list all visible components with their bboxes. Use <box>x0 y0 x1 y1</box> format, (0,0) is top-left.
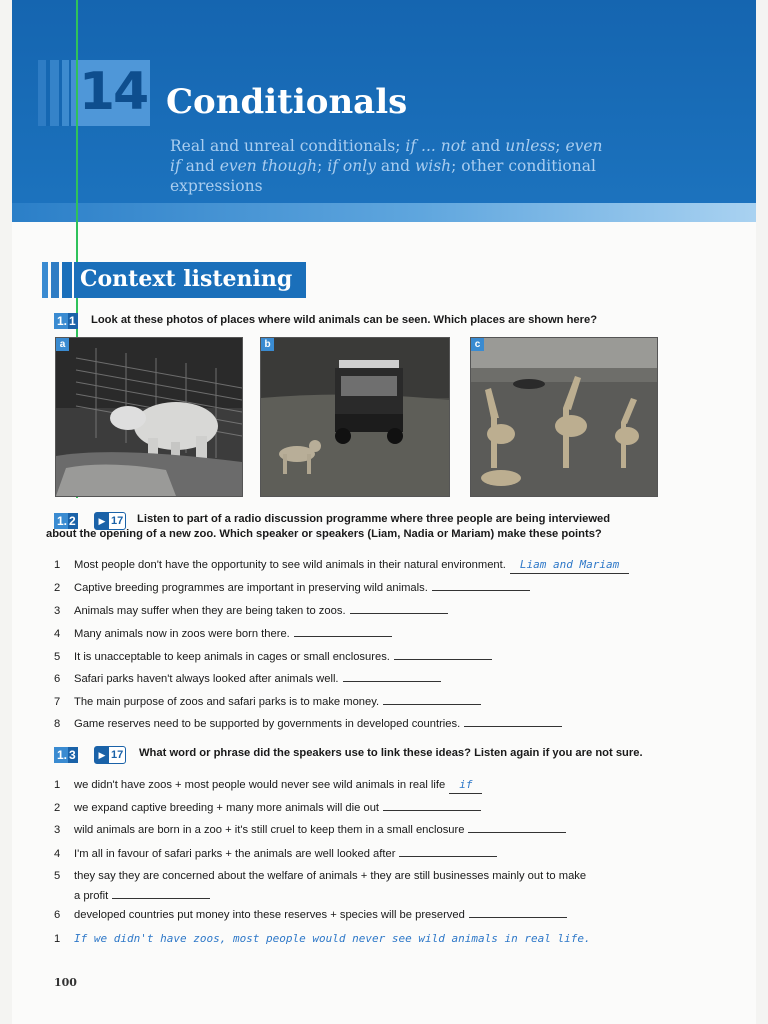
exercise-item <box>54 649 492 665</box>
subtitle-part: and <box>180 157 220 175</box>
page-number: 100 <box>54 976 77 989</box>
handwritten-example <box>54 932 591 945</box>
answer-blank[interactable] <box>432 580 530 591</box>
item-text: It is unacceptable to keep animals in cages or small enclosures. <box>74 651 390 663</box>
audio-track-button[interactable] <box>94 746 126 764</box>
handwritten-sentence: If we didn't have zoos, most people would never see wild animals in real life. <box>74 932 591 945</box>
handwritten-answer: Liam and Mariam <box>519 558 620 571</box>
item-number: 5 <box>54 870 61 882</box>
play-icon: ▶ <box>95 747 109 763</box>
subtitle-part: even if <box>170 137 603 175</box>
photo-label: c <box>471 338 484 351</box>
item-text: they say they are concerned about the welfare of animals + they are still businesses mainly out to make <box>74 870 587 882</box>
exercise-item <box>54 694 481 710</box>
exercise-item <box>54 716 562 732</box>
photo-label: b <box>261 338 274 351</box>
subtitle-part: even though <box>219 157 318 175</box>
exercise-item <box>54 800 481 816</box>
answer-blank[interactable] <box>383 694 481 705</box>
item-number: 4 <box>54 848 61 860</box>
item-number: 2 <box>54 802 61 814</box>
exercise-1-2-instruction-line2: about the opening of a new zoo. Which speaker or speakers (Liam, Nadia or Mariam) make these points? <box>46 528 602 540</box>
answer-blank[interactable] <box>294 626 392 637</box>
answer-blank[interactable] <box>399 846 497 857</box>
exercise-item <box>54 580 530 596</box>
answer-blank[interactable] <box>449 777 482 794</box>
subtitle-part: and <box>466 137 506 155</box>
subtitle-part: unless <box>505 137 556 155</box>
answer-blank[interactable] <box>510 557 629 574</box>
track-number: 17 <box>111 749 124 761</box>
exercise-item <box>54 626 392 642</box>
exercise-1-2-instruction-line1: Listen to part of a radio discussion programme where three people are being interviewed <box>137 513 611 525</box>
answer-blank[interactable] <box>350 603 448 614</box>
item-text: wild animals are born in a zoo + it's still cruel to keep them in a small enclosure <box>74 824 465 836</box>
answer-blank[interactable] <box>343 671 441 682</box>
exercise-1-3-instruction: What word or phrase did the speakers use to link these ideas? Listen again if you are not sure. <box>139 747 643 759</box>
item-text: The main purpose of zoos and safari parks is to make money. <box>74 696 380 708</box>
polar-bear-icon <box>56 338 242 496</box>
play-icon: ▶ <box>95 513 109 529</box>
section-heading-blocks <box>42 262 72 298</box>
exercise-tag-part: 3 <box>69 748 76 762</box>
exercise-tag-1-1 <box>54 313 78 329</box>
giraffes-icon <box>471 338 657 496</box>
item-number: 6 <box>54 673 61 685</box>
exercise-item <box>54 671 441 687</box>
subtitle-part: ; <box>317 157 328 175</box>
chapter-number-blocks <box>38 60 76 126</box>
answer-blank[interactable] <box>383 800 481 811</box>
item-number: 4 <box>54 628 61 640</box>
photo-a <box>55 337 243 497</box>
exercise-tag-part: 1. <box>54 747 68 763</box>
item-number: 1 <box>54 933 61 945</box>
chapter-subtitle <box>170 136 610 196</box>
subtitle-part: and <box>375 157 415 175</box>
item-text: Animals may suffer when they are being taken to zoos. <box>74 605 346 617</box>
item-text: we didn't have zoos + most people would never see wild animals in real life <box>74 779 446 791</box>
exercise-item <box>54 603 448 619</box>
item-text: Game reserves need to be supported by governments in developed countries. <box>74 718 461 730</box>
banner-stripe <box>12 203 756 222</box>
item-text: Captive breeding programmes are important in preserving wild animals. <box>74 582 428 594</box>
item-number: 7 <box>54 696 61 708</box>
exercise-item <box>54 907 567 923</box>
subtitle-part: if only <box>327 157 376 175</box>
exercise-item <box>54 846 497 862</box>
answer-blank[interactable] <box>464 716 562 727</box>
answer-blank[interactable] <box>469 907 567 918</box>
exercise-item <box>54 557 629 574</box>
answer-blank[interactable] <box>468 822 566 833</box>
item-number: 1 <box>54 559 61 571</box>
exercise-tag-1-3 <box>54 747 78 763</box>
answer-blank[interactable] <box>112 888 210 899</box>
exercise-tag-part: 2 <box>69 514 76 528</box>
item-text: we expand captive breeding + many more animals will die out <box>74 802 380 814</box>
exercise-tag-part: 1. <box>54 513 68 529</box>
exercise-item <box>54 866 586 906</box>
track-number: 17 <box>111 515 124 527</box>
item-number: 6 <box>54 909 61 921</box>
item-text: Most people don't have the opportunity to see wild animals in their natural environment. <box>74 559 506 571</box>
exercise-item <box>54 822 566 838</box>
item-text: Safari parks haven't always looked after animals well. <box>74 673 339 685</box>
item-number: 3 <box>54 605 61 617</box>
exercise-1-1-instruction: Look at these photos of places where wild animals can be seen. Which places are shown here? <box>91 314 598 326</box>
subtitle-part: ; other conditional expressions <box>170 157 596 195</box>
answer-blank[interactable] <box>394 649 492 660</box>
chapter-number: 14 <box>78 62 148 122</box>
exercise-tag-part: 1. <box>54 313 68 329</box>
item-number: 5 <box>54 651 61 663</box>
item-text-continued: a profit <box>74 890 109 902</box>
photo-c <box>470 337 658 497</box>
chapter-title: Conditionals <box>166 82 408 122</box>
exercise-item <box>54 777 482 794</box>
photo-b <box>260 337 450 497</box>
item-text: I'm all in favour of safari parks + the animals are well looked after <box>74 848 396 860</box>
exercise-tag-part: 1 <box>69 314 76 328</box>
subtitle-part: ; <box>555 137 566 155</box>
subtitle-part: if ... not <box>405 137 467 155</box>
item-number: 3 <box>54 824 61 836</box>
item-text: developed countries put money into these reserves + species will be preserved <box>74 909 465 921</box>
photo-label: a <box>56 338 69 351</box>
item-text: Many animals now in zoos were born there. <box>74 628 290 640</box>
handwritten-answer: if <box>459 778 473 791</box>
subtitle-part: wish <box>414 157 452 175</box>
item-number: 2 <box>54 582 61 594</box>
item-number: 1 <box>54 779 61 791</box>
section-title: Context listening <box>80 266 293 292</box>
safari-jeep-icon <box>261 338 449 496</box>
item-number: 8 <box>54 718 61 730</box>
subtitle-part: Real and unreal conditionals; <box>170 137 406 155</box>
